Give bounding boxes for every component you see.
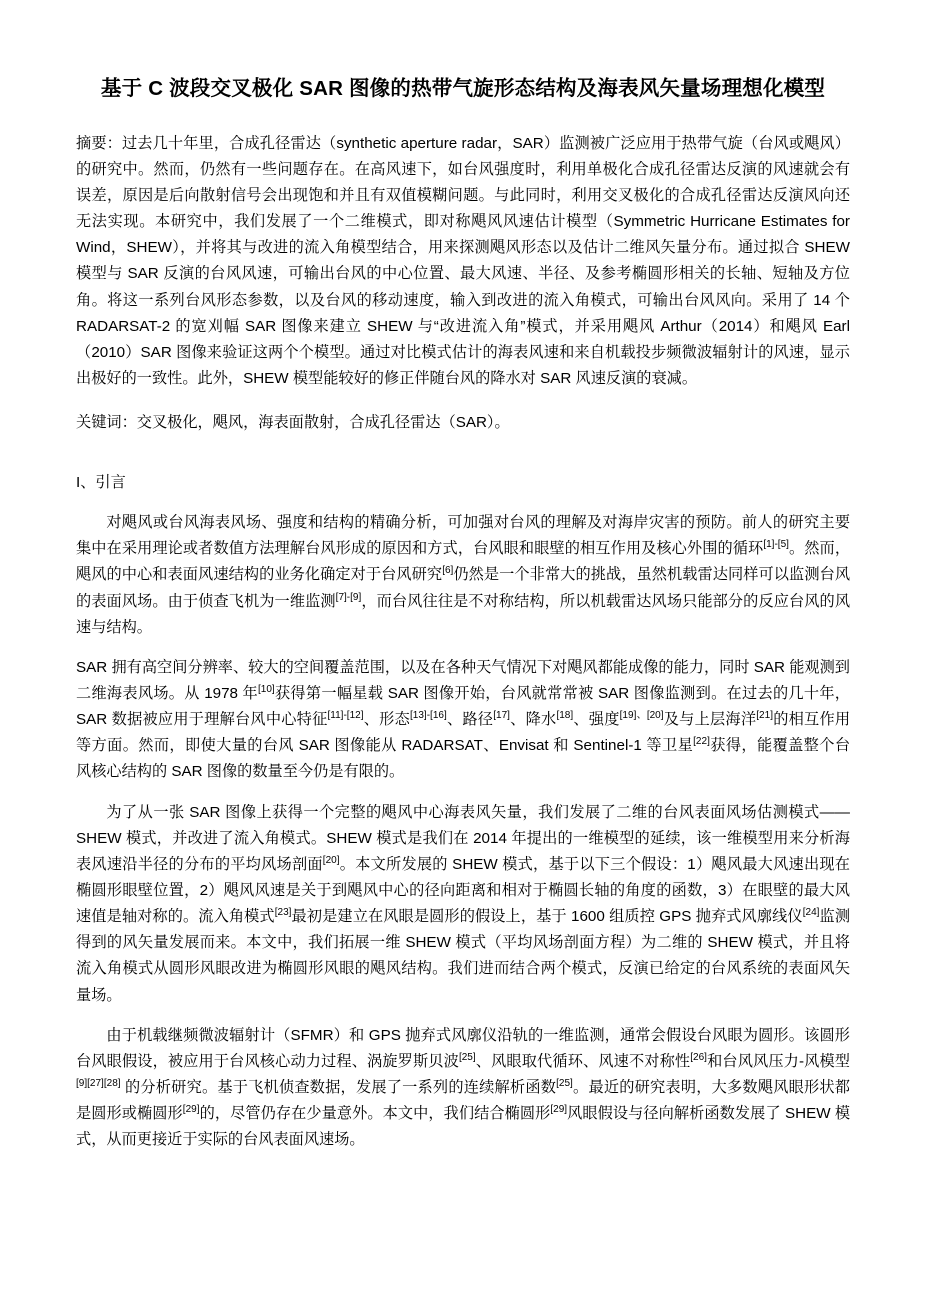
citation-reference: [7]-[9] [335,591,362,603]
citation-reference: [29] [550,1104,568,1116]
citation-reference: [19]、[20] [619,710,664,722]
citation-reference: [17] [493,710,510,722]
keywords-line: 关键词：交叉极化，飓风，海表面散射，合成孔径雷达（SAR）。 [76,414,510,432]
citation-reference: [22] [693,736,710,748]
citation-reference: [21] [756,710,773,722]
citation-reference: [1]-[5] [763,539,789,551]
body-paragraph: SAR 拥有高空间分辨率、较大的空间覆盖范围，以及在各种天气情况下对飓风都能成像的能力，同时 SAR 能观测到二维海表风场。从 1978 年[10]获得第一幅星载 SAR 图像开始，台风就常常被 SAR 图像监测到。在过去的几十年，SAR 数据被应用于理解台风中心特征[11]-[12]、形态[13]-[16]、路径[17]、降水[18]、强度[19]、[20]及与上层海洋[21]的相互作用等方面。然而，即使大量的台风 SAR 图像能从 RADARSAT、Envisat 和 Sentinel-1 等卫星[22]获得，能覆盖整个台风核心结构的 SAR 图像的数量至今仍是有限的。 [76,658,851,781]
citation-reference: [10] [257,683,275,695]
citation-reference: [13]-[16] [410,710,447,722]
citation-reference: [26] [690,1051,707,1063]
citation-reference: [9][27][28] [76,1077,121,1089]
body-paragraph: 由于机载继频微波辐射计（SFMR）和 GPS 抛弃式风廓仪沿轨的一维监测，通常会假设台风眼为圆形。该圆形台风眼假设，被应用于台风核心动力过程、涡旋罗斯贝波[25]、风眼取代循环、风速不对称性[26]和台风风压力-风模型[9][27][28] 的分析研究。基于飞机侦查数据，发展了一系列的连续解析函数[25]。最近的研究表明，大多数飓风眼形状都是圆形或椭圆形[29]的，尽管仍存在少量意外。本文中，我们结合椭圆形[29]风眼假设与径向解析函数发展了 SHEW 模式，从而更接近于实际的台风表面风速场。 [76,1026,851,1149]
citation-reference: [25] [458,1051,476,1063]
page-title: 基于 C 波段交叉极化 SAR 图像的热带气旋形态结构及海表风矢量场理想化模型 [100,77,826,100]
citation-reference: [11]-[12] [327,710,364,722]
citation-reference: [25] [556,1077,573,1089]
citation-reference: [29] [182,1104,200,1116]
citation-reference: [24] [802,907,820,919]
body-paragraph: 为了从一张 SAR 图像上获得一个完整的飓风中心海表风矢量，我们发展了二维的台风表面风场估测模式——SHEW 模式，并改进了流入角模式。SHEW 模式是我们在 2014 年提出的一维模型的延续，该一维模型用来分析海表风速沿半径的分布的平均风场剖面[20]。本文所发展的 SHEW 模式，基于以下三个假设：1）飓风最大风速出现在椭圆形眼壁位置，2）飓风风速是关于到飓风中心的径向距离和相对于椭圆长轴的角度的函数，3）在眼壁的最大风速值是轴对称的。流入角模式[23]最初是建立在风眼是圆形的假设上，基于 1600 组质控 GPS 抛弃式风廓线仪[24]监测得到的风矢量发展而来。本文中，我们拓展一维 SHEW 模式（平均风场剖面方程）为二维的 SHEW 模式，并且将流入角模式从圆形风眼改进为椭圆形风眼的飓风结构。我们进而结合两个模式，反演已给定的台风系统的表面风矢量场。 [76,803,851,1004]
citation-reference: [18] [556,710,574,722]
section-heading-introduction: I、引言 [76,474,126,492]
abstract-paragraph: 摘要：过去几十年里，合成孔径雷达（synthetic aperture radar，SAR）监测被广泛应用于热带气旋（台风或飓风）的研究中。然而，仍然有一些问题存在。在高风速下，如台风强度时，利用单极化合成孔径雷达反演的风速就会有误差，原因是后向散射信号会出现饱和并且有双值模糊问题。与此同时，利用交叉极化的合成孔径雷达反演风向还无法实现。本研究中，我们发展了一个二维模式，即对称飓风风速估计模型（Symmetric Hurricane Estimates for Wind，SHEW），并将其与改进的流入角模型结合，用来探测飓风形态以及估计二维风矢量分布。通过拟合 SHEW 模型与 SAR 反演的台风风速，可输出台风的中心位置、最大风速、半径、及参考椭圆形相关的长轴、短轴及方位角。将这一系列台风形态参数，以及台风的移动速度，输入到改进的流入角模式，可输出台风风向。采用了 14 个 RADARSAT-2 的宽刈幅 SAR 图像来建立 SHEW 与“改进流入角”模式，并采用飓风 Arthur（2014）和飓风 Earl（2010）SAR 图像来验证这两个个模型。通过对比模式估计的海表风速和来自机载投步频微波辐射计的风速，显示出极好的一致性。此外，SHEW 模型能较好的修正伴随台风的降水对 SAR 风速反演的衰减。 [76,134,850,388]
citation-reference: [6] [442,565,454,577]
body-paragraph: 对飓风或台风海表风场、强度和结构的精确分析，可加强对台风的理解及对海岸灾害的预防。前人的研究主要集中在采用理论或者数值方法理解台风形成的原因和方式，台风眼和眼壁的相互作用及核心外围的循环[1]-[5]。然而，飓风的中心和表面风速结构的业务化确定对于台风研究[6]仍然是一个非常大的挑战，虽然机载雷达同样可以监测台风的表面风场。由于侦查飞机为一维监测[7]-[9]，而台风往往是不对称结构，所以机载雷达风场只能部分的反应台风的风速与结构。 [76,514,851,636]
section-body-introduction [76,510,850,1153]
citation-reference: [20] [322,854,340,866]
citation-reference: [23] [274,907,292,919]
